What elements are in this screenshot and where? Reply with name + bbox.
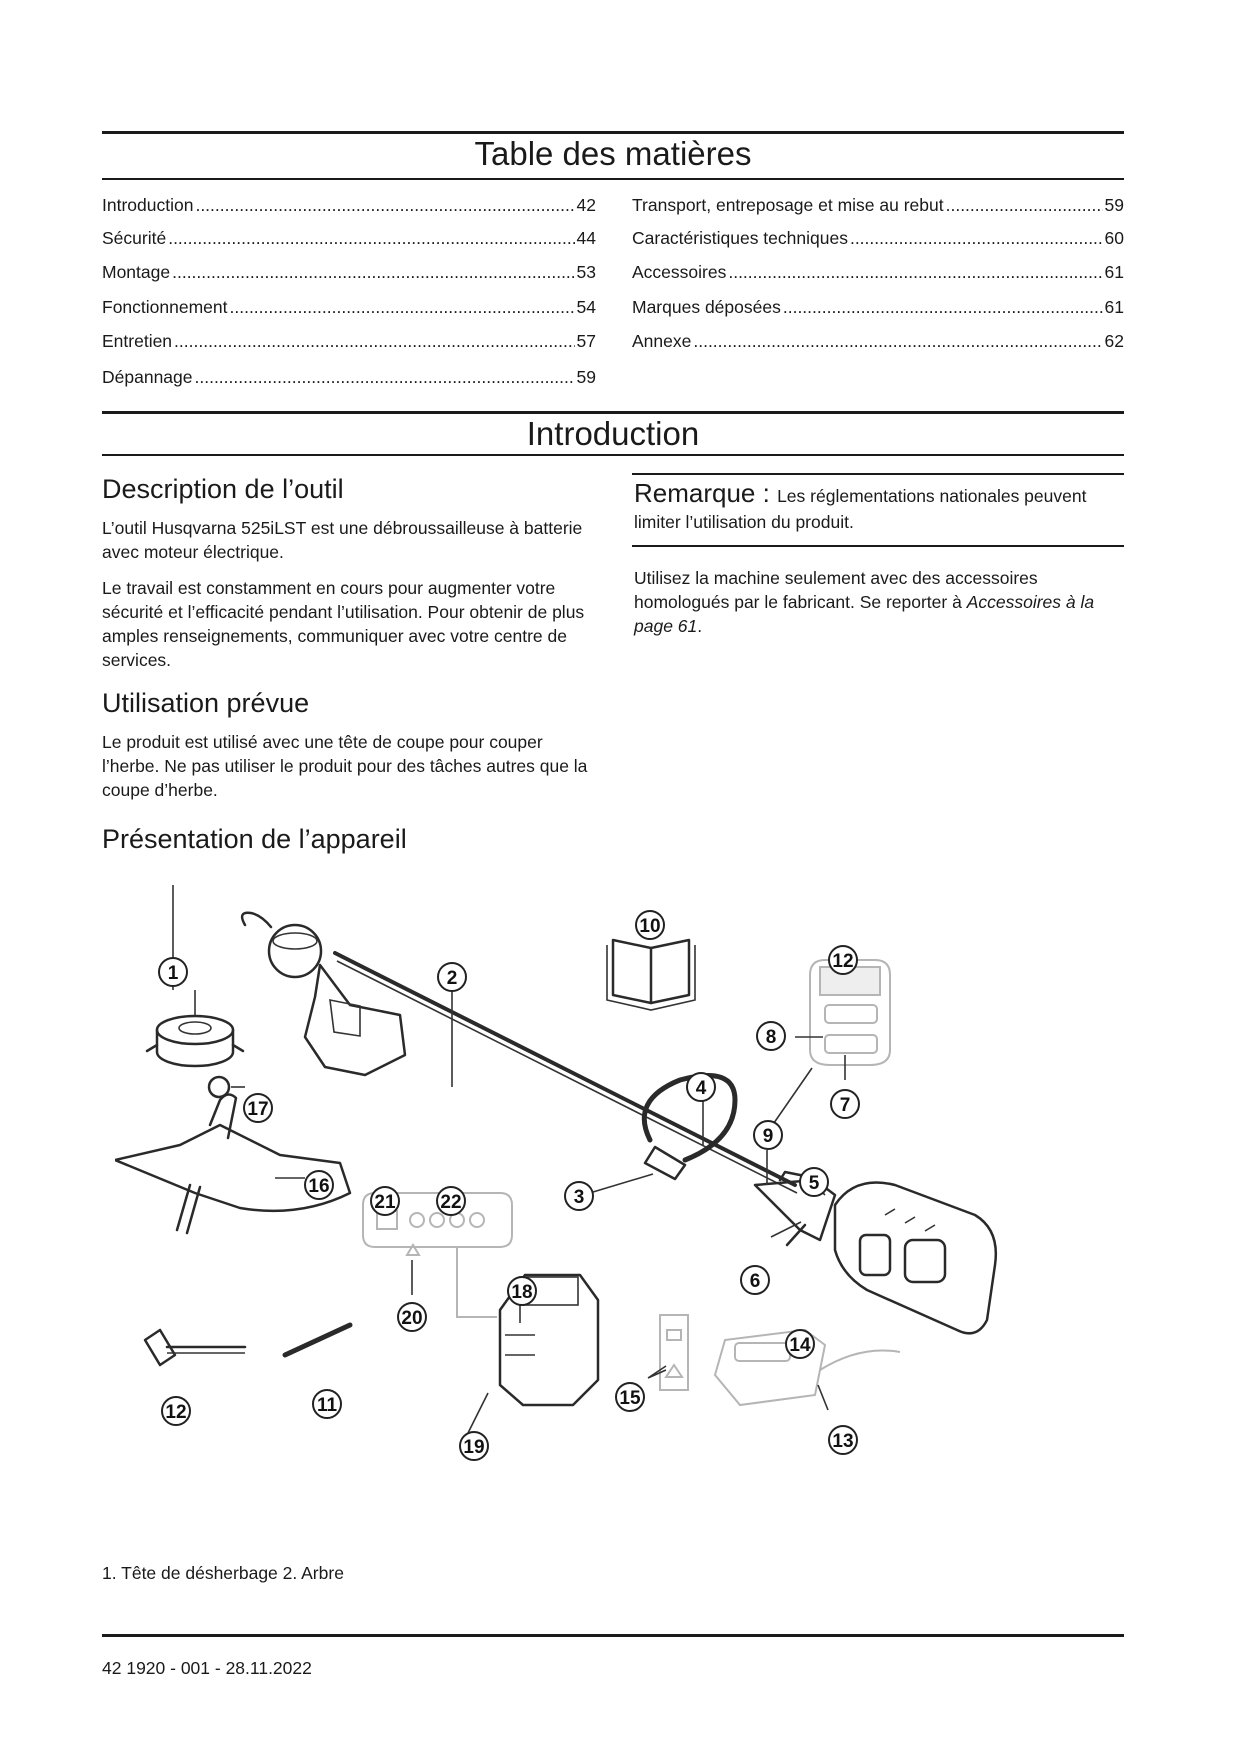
toc-entry-page: 54 [576, 297, 596, 317]
toc-entry-label: Dépannage [102, 367, 193, 387]
svg-text:15: 15 [619, 1388, 641, 1409]
toc-entry-introduction[interactable] [102, 193, 596, 217]
toc-entry-page: 59 [576, 367, 596, 387]
note-label: Remarque : [634, 478, 778, 508]
manual-book-drawing [607, 940, 695, 1010]
note-box [634, 478, 1124, 536]
intro-title: Introduction [526, 415, 700, 452]
toc-entry-label: Montage [102, 262, 171, 282]
toc-entry-securite[interactable] [102, 226, 596, 250]
svg-text:5: 5 [808, 1173, 820, 1194]
intro-bottom-rule [102, 454, 1124, 456]
svg-text:18: 18 [511, 1282, 533, 1303]
product-overview-figure [115, 885, 1115, 1525]
toc-entry-label: Entretien [102, 331, 173, 351]
accessories-end: . [697, 616, 703, 636]
toc-leader-dots [230, 295, 575, 319]
trimmer-head-drawing [147, 1016, 243, 1066]
toc-entry-label: Fonctionnement [102, 297, 228, 317]
callout-21 [371, 1187, 399, 1215]
svg-text:14: 14 [789, 1335, 811, 1356]
callout-20 [398, 1303, 426, 1331]
svg-text:8: 8 [765, 1027, 777, 1048]
callout-11 [313, 1390, 341, 1418]
toc-entry-page: 61 [1104, 262, 1124, 282]
toc-entry-entretien[interactable] [102, 329, 596, 353]
toc-entry-label: Introduction [102, 195, 194, 215]
toc-entry-label: Sécurité [102, 228, 167, 248]
toc-entry-label: Transport, entreposage et mise au rebut [632, 195, 944, 215]
toc-entry-page: 44 [576, 228, 596, 248]
callout-6 [741, 1266, 769, 1294]
toc-leader-dots [168, 226, 574, 250]
toc-entry-page: 60 [1104, 228, 1124, 248]
toc-leader-dots [783, 295, 1103, 319]
battery-label-drawing [810, 960, 890, 1065]
callout-17 [244, 1094, 272, 1122]
toc-leader-dots [174, 329, 574, 353]
toc-title: Table des matières [474, 135, 752, 172]
description-heading: Description de l’outil [102, 474, 344, 504]
note-text: Les réglementations nationales peuvent limiter l’utilisation du produit. [634, 486, 1087, 532]
svg-text:21: 21 [374, 1192, 396, 1213]
toc-entry-page: 53 [576, 262, 596, 282]
callout-12-wrench [162, 1397, 190, 1425]
toc-entry-label: Accessoires [632, 262, 727, 282]
svg-text:12: 12 [165, 1402, 187, 1423]
callout-10 [636, 911, 664, 939]
leader-14 [818, 1385, 828, 1410]
svg-text:2: 2 [446, 968, 458, 989]
footer-doc-id: 1920 - 001 - 28.11.2022 [126, 1658, 312, 1678]
toc-leader-dots [850, 226, 1103, 250]
leader-1 [173, 885, 195, 1015]
charger-drawing [660, 1315, 900, 1405]
callout-8 [757, 1022, 785, 1050]
svg-text:4: 4 [695, 1078, 707, 1099]
callout-2 [438, 963, 466, 991]
toc-leader-dots [195, 193, 574, 217]
footer-rule [102, 1634, 1124, 1637]
callout-9 [754, 1121, 782, 1149]
tools-drawing [145, 1325, 350, 1365]
toc-entry-label: Annexe [632, 331, 692, 351]
description-paragraph-2: Le travail est constamment en cours pour augmenter votre sécurité et l’efficacité pendant l’utilisation. Pour obtenir de plus amples renseignements, communiquer avec votre centre de services. [102, 578, 585, 670]
footer [102, 1656, 312, 1680]
toc-entry-page: 57 [576, 331, 596, 351]
toc-leader-dots [693, 329, 1102, 353]
toc-entry-caracteristiques[interactable] [632, 226, 1124, 250]
leader-3 [593, 1174, 653, 1192]
toc-entry-page: 59 [1104, 195, 1124, 215]
figure-caption: 1. Tête de désherbage 2. Arbre [102, 1563, 344, 1583]
callout-19 [460, 1432, 488, 1460]
toc-entry-page: 62 [1104, 331, 1124, 351]
toc-entry-label: Marques déposées [632, 297, 781, 317]
toc-entry-montage[interactable] [102, 260, 596, 284]
svg-text:22: 22 [440, 1192, 462, 1213]
svg-text:6: 6 [749, 1271, 761, 1292]
callout-1 [159, 958, 187, 986]
usage-paragraph: Le produit est utilisé avec une tête de coupe pour couper l’herbe. Ne pas utiliser le produit pour des tâches autres que la coupe d’herbe. [102, 732, 588, 800]
callout-15 [616, 1383, 644, 1411]
toc-entry-transport[interactable] [632, 193, 1124, 217]
cutting-guard-drawing [115, 1077, 350, 1233]
svg-text:3: 3 [573, 1187, 585, 1208]
svg-text:16: 16 [308, 1176, 330, 1197]
accessories-paragraph [634, 566, 1124, 638]
toc-entry-annexe[interactable] [632, 329, 1124, 353]
callout-12-label [829, 946, 857, 974]
leader-19 [468, 1393, 488, 1433]
note-bottom-rule [632, 545, 1124, 547]
leader-15 [648, 1366, 666, 1378]
accessories-text: Utilisez la machine seulement avec des accessoires homologués par le fabricant. Se reporter à [634, 568, 1038, 612]
callout-3 [565, 1182, 593, 1210]
toc-bottom-rule [102, 178, 1124, 180]
toc-entry-page: 42 [576, 195, 596, 215]
description-paragraph-1: L’outil Husqvarna 525iLST est une débroussailleuse à batterie avec moteur électrique. [102, 518, 583, 562]
toc-entry-depannage[interactable] [102, 365, 596, 389]
accessories-link[interactable]: Accessoires à la page 61 [634, 592, 1095, 636]
toc-leader-dots [728, 260, 1102, 284]
usage-heading: Utilisation prévue [102, 688, 310, 718]
callout-18 [508, 1277, 536, 1305]
svg-text:19: 19 [463, 1437, 485, 1458]
battery-housing-drawing [835, 1183, 996, 1334]
callout-7 [831, 1090, 859, 1118]
toc-entry-fonctionnement[interactable] [102, 295, 596, 319]
toc-entry-label: Caractéristiques techniques [632, 228, 848, 248]
svg-text:10: 10 [639, 916, 661, 937]
trimmer-shaft-drawing [242, 913, 797, 1193]
toc-leader-dots [172, 260, 574, 284]
toc-leader-dots [195, 365, 575, 389]
svg-text:13: 13 [832, 1431, 854, 1452]
toc-leader-dots [946, 193, 1103, 217]
callout-22 [437, 1187, 465, 1215]
callout-5 [800, 1168, 828, 1196]
svg-text:1: 1 [167, 963, 179, 984]
note-top-rule [632, 473, 1124, 475]
svg-text:7: 7 [839, 1095, 851, 1116]
callout-13 [829, 1426, 857, 1454]
svg-text:17: 17 [247, 1099, 269, 1120]
toc-entry-accessoires[interactable] [632, 260, 1124, 284]
svg-text:20: 20 [401, 1308, 423, 1329]
footer-page-number: 42 [102, 1658, 122, 1678]
callout-16 [305, 1171, 333, 1199]
callout-4 [687, 1073, 715, 1101]
toc-entry-page: 61 [1104, 297, 1124, 317]
svg-text:9: 9 [762, 1126, 774, 1147]
toc-entry-marques[interactable] [632, 295, 1124, 319]
overview-heading: Présentation de l’appareil [102, 824, 407, 854]
svg-text:11: 11 [316, 1395, 338, 1416]
callout-14 [786, 1330, 814, 1358]
svg-text:12: 12 [832, 951, 854, 972]
